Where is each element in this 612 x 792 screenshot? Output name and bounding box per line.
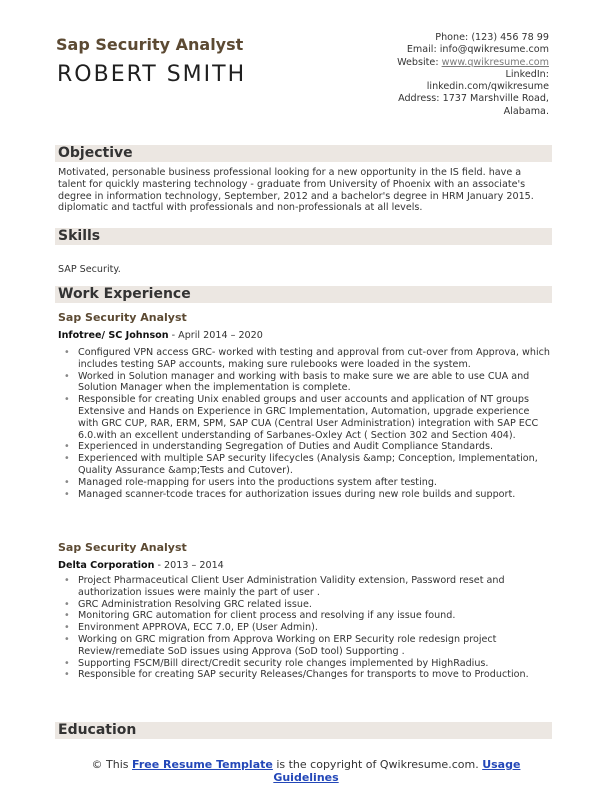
section-education [55,722,552,739]
website-link[interactable]: www.qwikresume.com [441,56,549,68]
list-item: • Monitoring GRC automation for client process and resolving if any issue found. [58,610,550,622]
section-title: Work Experience [58,286,191,302]
job-dates: - April 2014 – 2020 [168,330,263,341]
list-item: • Managed role-mapping for users into the productions system after testing. [58,477,550,489]
resume-job-title: Sap Security Analyst [56,35,244,54]
contact-website: Website: www.qwikresume.com [397,56,549,68]
job-bullets [58,347,550,500]
list-item: • GRC Administration Resolving GRC related issue. [58,599,550,611]
list-item: • Environment APPROVA, ECC 7.0, EP (User Admin). [58,622,550,634]
copyright-footer: © This Free Resume Template is the copyright of Qwikresume.com. Usage Guidelines [91,758,521,784]
section-work-experience [55,286,552,303]
list-item: • Supporting FSCM/Bill direct/Credit security role changes implemented by HighRadius. [58,658,550,670]
job-company-dates [58,560,224,571]
section-title: Education [58,722,137,738]
contact-linkedin: linkedin.com/qwikresume [426,81,549,93]
list-item: • Configured VPN access GRC- worked with testing and approval from cut-over from Approva, which includes testing SAP accounts, making sure rulebooks were loaded in the system. [58,347,550,371]
contact-address: Address: 1737 Marshville Road, [398,93,549,105]
list-item: • Responsible for creating SAP security Releases/Changes for transports to move to Production. [58,669,550,681]
contact-email: Email: info@qwikresume.com [406,44,549,56]
job-title: Sap Security Analyst [58,541,187,554]
list-item: • Worked in Solution manager and working with basis to make sure we are able to use CUA and Solution Manager when the implementation is complete. [58,371,550,395]
section-title: Objective [58,145,133,161]
list-item: • Experienced in understanding Segregation of Duties and Audit Compliance Standards. [58,441,550,453]
job-bullets [58,575,550,681]
candidate-name: ROBERT SMITH [57,62,247,87]
free-resume-template-link[interactable]: Free Resume Template [132,758,273,771]
objective-text: Motivated, personable business professional looking for a new opportunity in the IS field. have a talent for quickly mastering technology - graduate from University of Phoenix with an associate's degree in information technology, September, 2012 and a bachelor's degree in HRM January 2015. diplomatic and tactful with professionals and non-professionals at all levels. [58,167,534,214]
list-item: • Responsible for creating Unix enabled groups and user accounts and application of NT groups Extensive and Hands on Experience in GRC Implementation, Automation, upgrade experience with GRC CUP, RAR, ERM, SPM, SAP CUA (Central User Administration) integration with SAP ECC 6.0.with an excellent understanding of Sarbanes-Oxley Act ( Section 302 and Section 404). [58,394,550,441]
company-name: Infotree/ SC Johnson [58,330,169,341]
section-skills [55,228,552,245]
list-item: • Working on GRC migration from Approva Working on ERP Security role redesign project Review/remediate SoD issues using Approva (SoD tool) Supporting . [58,634,550,658]
company-name: Delta Corporation [58,560,155,571]
skills-text: SAP Security. [58,264,121,275]
job-company-dates [58,330,263,341]
section-title: Skills [58,228,101,244]
contact-address-line2: Alabama. [503,105,549,117]
contact-block [249,32,549,118]
usage-guidelines-link[interactable]: Usage Guidelines [273,758,521,784]
contact-phone: Phone: (123) 456 78 99 [435,32,549,43]
job-title: Sap Security Analyst [58,311,187,324]
contact-linkedin-label: LinkedIn: [505,68,549,80]
section-objective [55,145,552,162]
list-item: • Experienced with multiple SAP security lifecycles (Analysis &amp; Conception, Implementation, Quality Assurance &amp;Tests and Cutover). [58,453,550,477]
list-item: • Project Pharmaceutical Client User Administration Validity extension, Password reset and authorization issues were mainly the part of user . [58,575,550,599]
job-dates: - 2013 – 2014 [154,560,224,571]
list-item: • Managed scanner-tcode traces for authorization issues during new role builds and support. [58,489,550,501]
